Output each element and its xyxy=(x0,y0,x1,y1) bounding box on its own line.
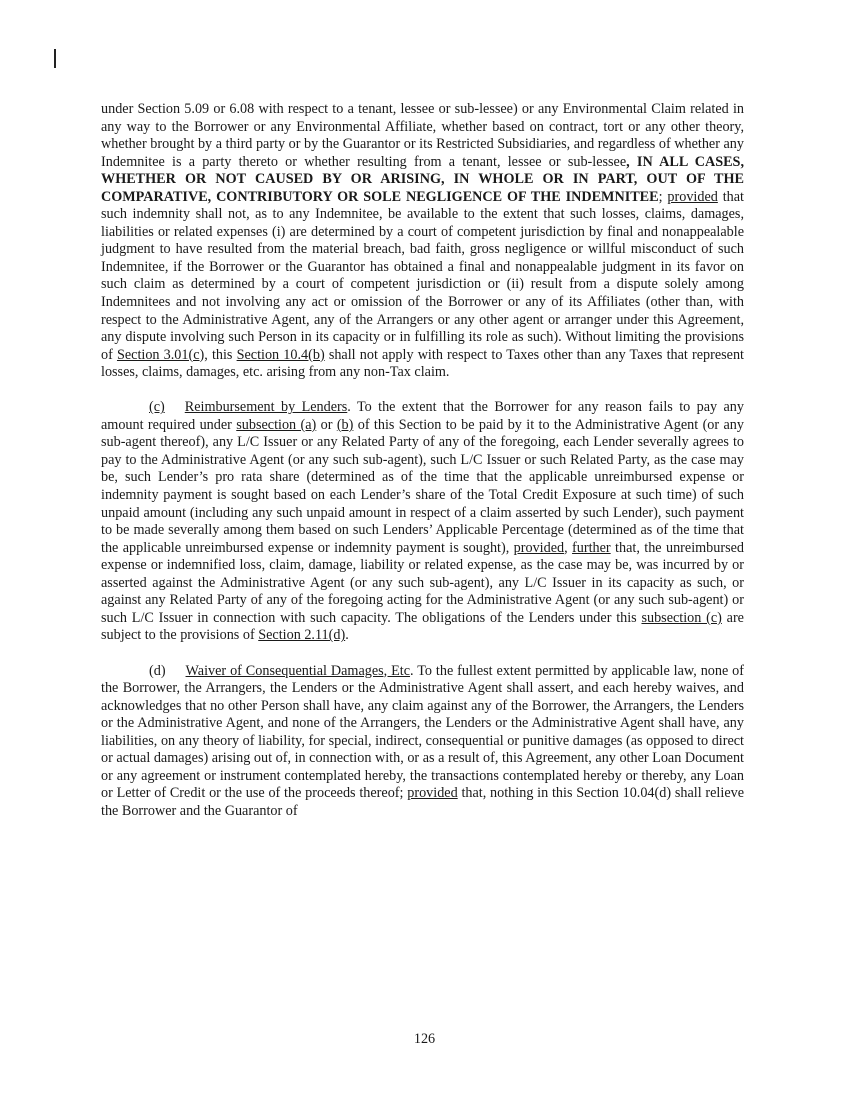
negligence-bold-clause: , IN ALL CASES, WHETHER OR NOT CAUSED BY OR ARISING, IN WHOLE OR IN PART, OUT OF THE COMPARATIVE, CONTRIBUTORY OR SOLE NEGLIGENCE OF THE INDEMNITEE xyxy=(101,153,744,205)
paragraph-d: (d) Waiver of Consequential Damages, Etc. To the fullest extent permitted by applicable law, none of the Borrower, the Arrangers, the Lenders or the Administrative Agent shall assert, and each hereby waives, and acknowledges that no other Person shall have, any claim against any of the Borrower, the Arrangers, the Lenders or the Administrative Agent, and none of the Arrangers, the Lenders or the Administrative Agent shall have, any liabilities, on any theory of liability, for special, indirect, consequential or punitive damages (as opposed to direct or actual damages) arising out of, in connection with, or as a result of, this Agreement, any other Loan Document or any agreement or instrument contemplated hereby, the transactions contemplated hereby or thereby, any Loan or Letter of Credit or the use of the proceeds thereof; provided that, nothing in this Section 10.04(d) shall relieve the Borrower and the Guarantor of xyxy=(101,662,745,819)
provided-term: provided xyxy=(513,539,565,556)
page-number: 126 xyxy=(413,1031,436,1047)
subsection-ref-b: (b) xyxy=(336,416,354,433)
paragraph-b-continuation: under Section 5.09 or 6.08 with respect to a tenant, lessee or sub-lessee) or any Environmental Claim related in any way to the Borrower or any Environmental Affiliate, whether based on contract, tort or any other theory, whether brought by a third party or by the Guarantor or its Restricted Subsidiaries, and regardless of whether any Indemnitee is a party thereto or whether resulting from a tenant, lessee or sub-lessee, IN ALL CASES, WHETHER OR NOT CAUSED BY OR ARISING, IN WHOLE OR IN PART, OUT OF THE COMPARATIVE, CONTRIBUTORY OR SOLE NEGLIGENCE OF THE INDEMNITEE; provided that such indemnity shall not, as to any Indemnitee, be available to the extent that such losses, claims, damages, liabilities or related expenses (i) are determined by a court of competent jurisdiction by final and nonappealable judgment to have resulted from the material breach, bad faith, gross negligence or willful misconduct of such Indemnitee, if the Borrower or the Guarantor has obtained a final and nonappealable judgment in its favor on such claim as determined by a court of competent jurisdiction or (ii) result from a dispute solely among Indemnitees and not involving any act or omission of the Borrower or any of its Affiliates (other than, with respect to the Administrative Agent, any of the Arrangers or any other agent or arranger under this Agreement, any dispute involving such Person in its capacity or in fulfilling its role as such). Without limiting the provisions of Section 3.01(c), this Section 10.4(b) shall not apply with respect to Taxes other than any Taxes that represent losses, claims, damages, etc. arising from any non-Tax claim. xyxy=(101,101,744,381)
paragraph-c-heading: Reimbursement by Lenders xyxy=(184,399,348,416)
section-ref-2-11d: Section 2.11(d) xyxy=(258,627,346,644)
text-cursor-mark xyxy=(54,49,56,68)
further-term: further xyxy=(572,539,611,556)
section-ref-10-4b: Section 10.4(b) xyxy=(236,346,325,363)
paragraph-d-label: (d) xyxy=(149,662,166,679)
page-body xyxy=(101,101,744,820)
section-ref-3-01c: Section 3.01(c), xyxy=(116,346,208,363)
provided-term: provided xyxy=(407,785,458,802)
paragraph-c-label: (c) xyxy=(149,399,165,416)
paragraph-c: (c) Reimbursement by Lenders. To the extent that the Borrower for any reason fails to pay any amount required under subsection (a) or (b) of this Section to be paid by it to the Administrative Agent (or any sub-agent thereof), any L/C Issuer or any Related Party of any of the foregoing, each Lender severally agrees to pay to the Administrative Agent (or any such sub-agent), such L/C Issuer or such Related Party, as the case may be, such Lender’s pro rata share (determined as of the time that the applicable unreimbursed expense or indemnity payment is sought based on each Lender’s share of the Total Credit Exposure at such time) of such unpaid amount (including any such unpaid amount in respect of a claim asserted by such Lender), such payment to be made severally among them based on such Lenders’ Applicable Percentage (determined as of the time that the applicable unreimbursed expense or indemnity payment is sought), provided, further that, the unreimbursed expense or indemnified loss, claim, damage, liability or related expense, as the case may be, was incurred by or asserted against the Administrative Agent (or any such sub-agent), any L/C Issuer in its capacity as such, or against any Related Party of any of the foregoing acting for the Administrative Agent (or any such sub-agent) or such L/C Issuer in connection with such capacity. The obligations of the Lenders under this subsection (c) are subject to the provisions of Section 2.11(d). xyxy=(101,399,745,644)
paragraph-d-heading: Waiver of Consequential Damages, Etc xyxy=(185,662,411,679)
subsection-ref-a: subsection (a) xyxy=(236,416,317,433)
provided-term: provided xyxy=(667,188,718,205)
subsection-ref-c: subsection (c) xyxy=(641,609,722,626)
